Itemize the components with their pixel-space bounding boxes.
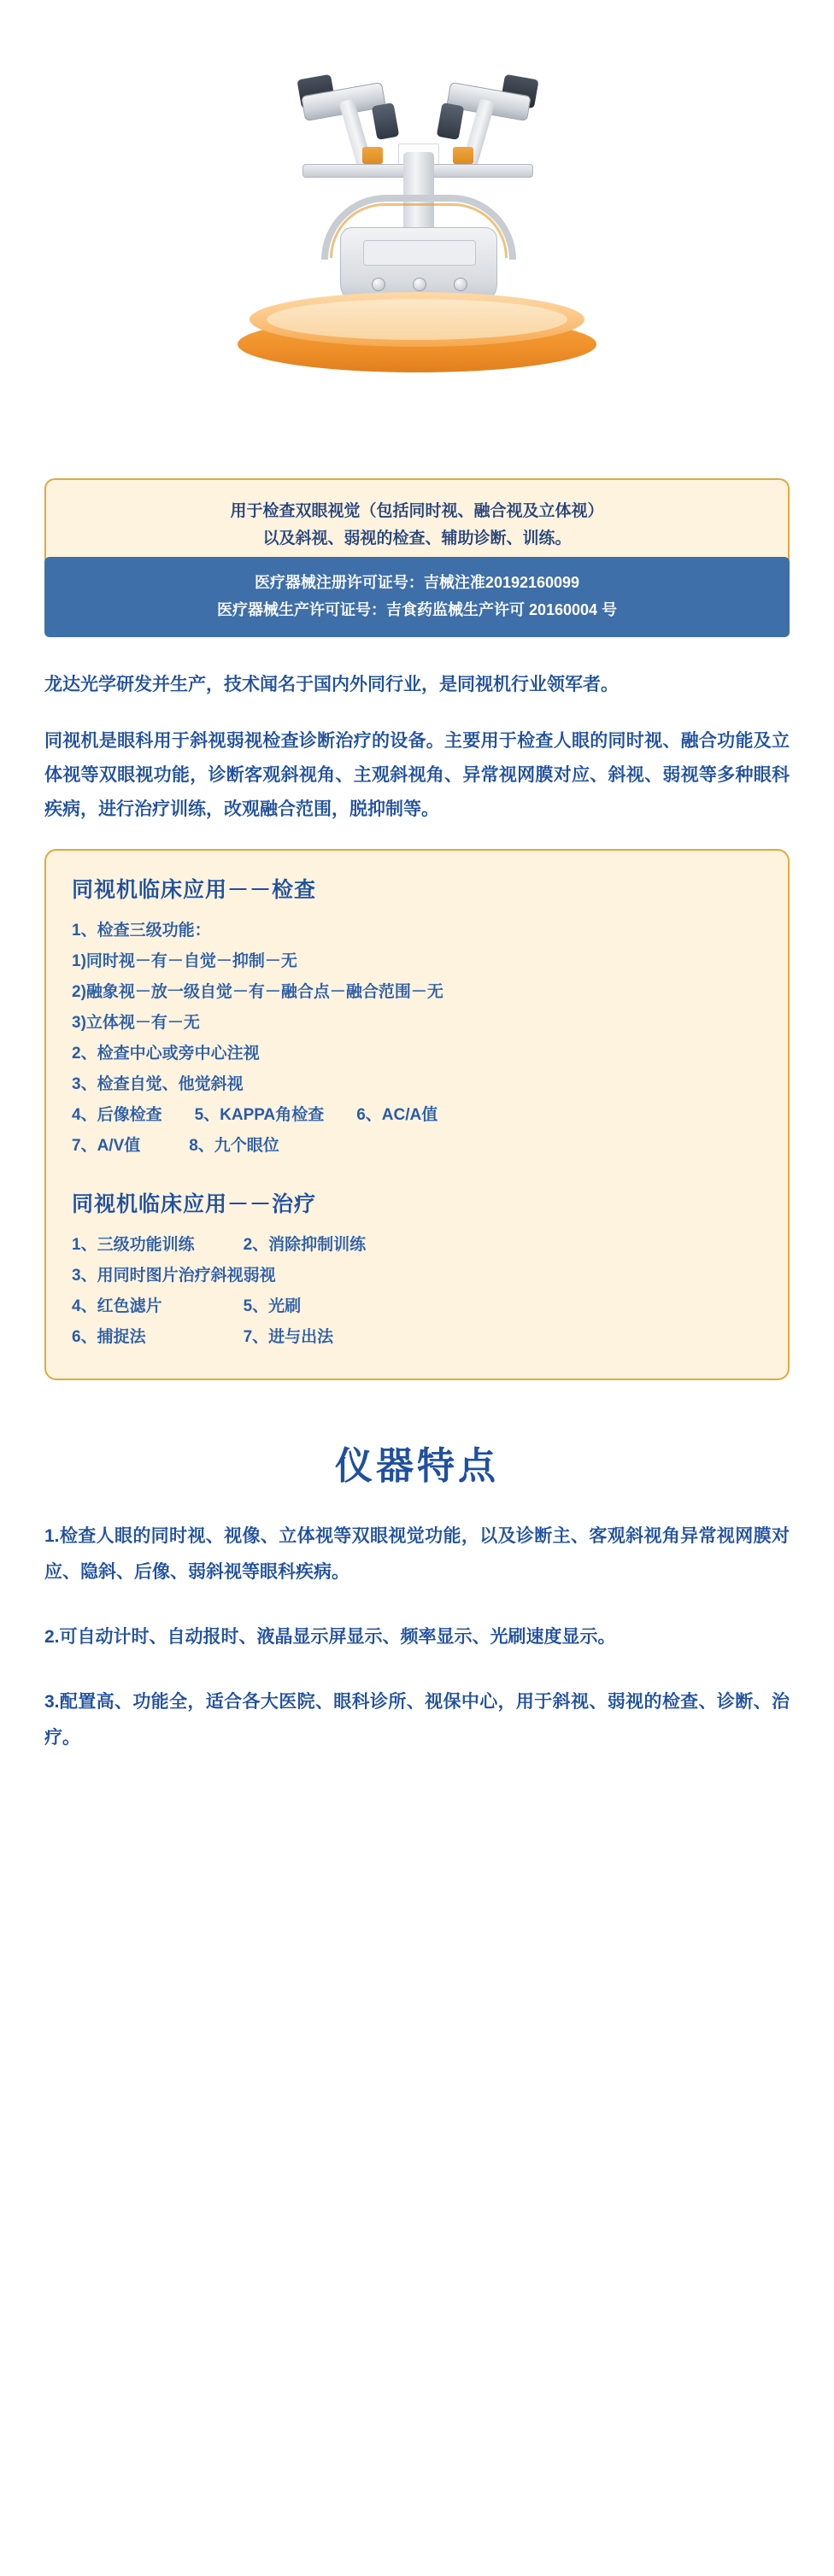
feature-item: 1.检查人眼的同时视、视像、立体视等双眼视觉功能，以及诊断主、客观斜视角异常视网膜对应、隐斜、后像、弱斜视等眼科疾病。 <box>44 1526 790 1582</box>
summary-card <box>44 478 790 569</box>
clinic-exam-line: 1)同时视－有－自觉－抑制－无 <box>72 952 297 970</box>
intro-paragraph-2: 同视机是眼科用于斜视弱视检查诊断治疗的设备。主要用于检查人眼的同时视、融合功能及立体视等双眼视功能，诊断客观斜视角、主观斜视角、异常视网膜对应、斜视、弱视等多种眼科疾病，进行治疗训练，改观融合范围，脱抑制等。 <box>44 731 790 819</box>
clinic-exam-line: 4、后像检查 5、KAPPA角检查 6、AC/A值 <box>72 1106 438 1124</box>
clinic-treat-line: 6、捕捉法 7、进与出法 <box>72 1328 334 1346</box>
clinic-treat-line: 1、三级功能训练 2、消除抑制训练 <box>72 1236 367 1254</box>
features-section <box>44 1519 790 1756</box>
summary-line-1: 用于检查双眼视觉（包括同时视、融合视及立体视） <box>230 502 604 520</box>
features-heading: 仪器特点 <box>335 1445 499 1487</box>
clinic-exam-line: 2、检查中心或旁中心注视 <box>72 1045 260 1063</box>
base-knob-right <box>454 278 467 291</box>
summary-line-2: 以及斜视、弱视的检查、辅助诊断、训练。 <box>262 530 572 547</box>
feature-item: 2.可自动计时、自动报时、液晶显示屏显示、频率显示、光刷速度显示。 <box>44 1627 616 1647</box>
registration-license-number: 医疗器械注册许可证号：吉械注准20192160099 <box>254 574 580 591</box>
left-orange-knob <box>362 147 383 164</box>
feature-item: 3.配置高、功能全，适合各大医院、眼科诊所、视保中心，用于斜视、弱视的检查、诊断、治疗。 <box>44 1692 790 1748</box>
intro-section <box>44 668 790 827</box>
clinic-exam-line: 7、A/V值 8、九个眼位 <box>72 1137 279 1155</box>
control-panel <box>363 240 476 266</box>
license-band <box>44 557 790 637</box>
display-podium <box>238 292 596 374</box>
clinic-exam-line: 1、检查三级功能： <box>72 922 211 940</box>
clinical-treatment-title: 同视机临床应用－－治疗 <box>72 1192 317 1216</box>
base-knob-center <box>413 278 426 291</box>
clinic-treat-line: 4、红色滤片 5、光刷 <box>72 1297 302 1315</box>
right-eyepiece <box>437 102 465 140</box>
clinic-exam-line: 2)融象视－放一级自觉－有－融合点－融合范围－无 <box>72 983 443 1001</box>
clinic-treat-line: 3、用同时图片治疗斜视弱视 <box>72 1267 276 1285</box>
production-license-number: 医疗器械生产许可证号：吉食药监械生产许可 20160004 号 <box>216 601 618 618</box>
podium-rim <box>267 299 567 340</box>
intro-paragraph-1: 龙达光学研发并生产，技术闻名于国内外同行业，是同视机行业领军者。 <box>44 675 619 694</box>
product-image <box>220 51 614 393</box>
right-orange-knob <box>453 147 473 164</box>
clinic-exam-line: 3)立体视－有－无 <box>72 1014 200 1032</box>
clinical-exam-title: 同视机临床应用－－检查 <box>72 878 317 902</box>
hero-section <box>0 0 834 478</box>
left-eyepiece <box>372 102 400 140</box>
base-knob-left <box>372 278 385 291</box>
clinic-exam-line: 3、检查自觉、他觉斜视 <box>72 1075 244 1093</box>
clinical-application-box <box>44 849 790 1380</box>
